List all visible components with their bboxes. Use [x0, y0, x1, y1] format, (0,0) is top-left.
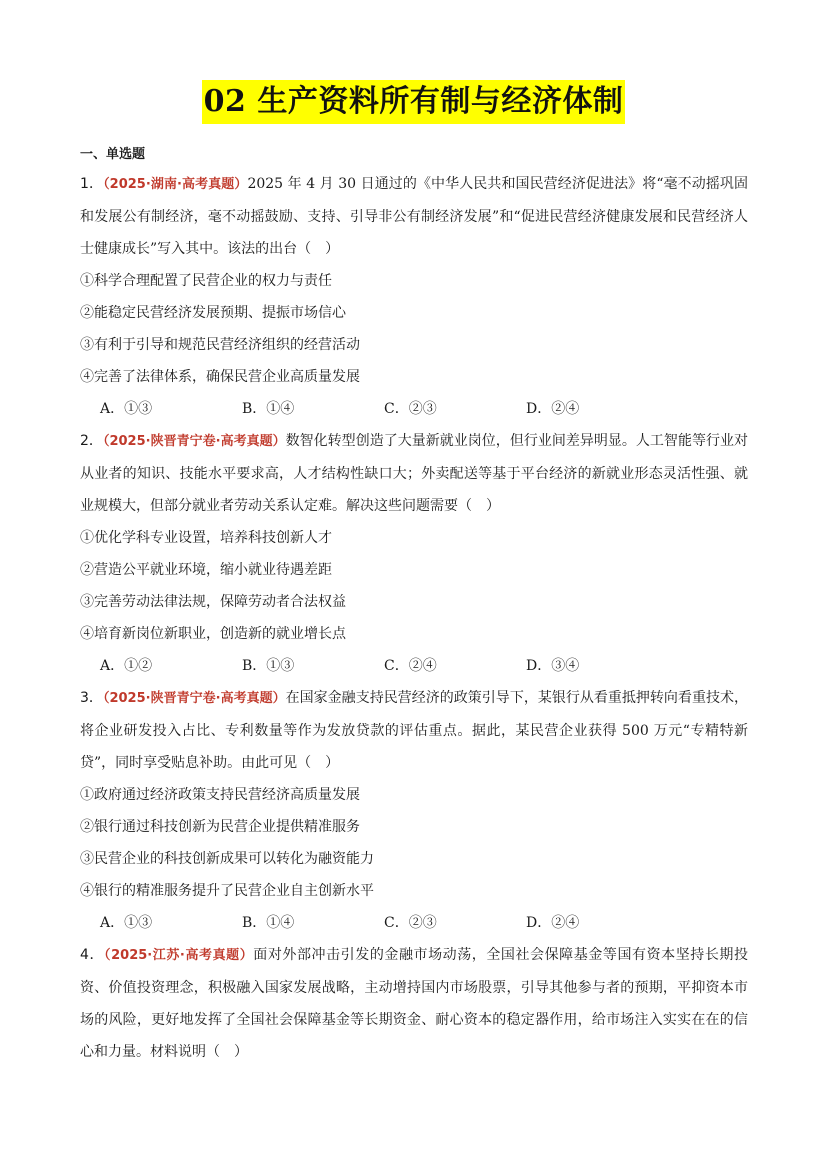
statement: ②能稳定民营经济发展预期、提振市场信心	[80, 305, 346, 321]
answer-choice-b: B．①③	[242, 658, 295, 674]
answer-choice-a: A．①②	[100, 658, 153, 674]
statement: ③民营企业的科技创新成果可以转化为融资能力	[80, 851, 374, 867]
statement: ④银行的精准服务提升了民营企业自主创新水平	[80, 883, 374, 899]
answer-choice-c: C．②④	[384, 658, 437, 674]
question-stem	[80, 939, 748, 1068]
statement: ②银行通过科技创新为民营企业提供精准服务	[80, 819, 360, 835]
answer-choice-d: D．③④	[526, 658, 580, 674]
answer-choices	[80, 393, 748, 425]
statement: ③有利于引导和规范民营经济组织的经营活动	[80, 337, 360, 353]
page-title: 02 生产资料所有制与经济体制	[202, 80, 626, 124]
statement: ②营造公平就业环境，缩小就业待遇差距	[80, 562, 332, 578]
title-wrap	[0, 80, 827, 124]
question-text: 面对外部冲击引发的金融市场动荡，全国社会保障基金等国有资本坚持长期投资、价值投资理念，积极融入国家发展战略，主动增持国内市场股票，引导其他参与者的预期，平抑资本市场的风险，更好地发挥了全国社会保障基金等长期资金、耐心资本的稳定器作用，给市场注入实实在在的信心和力量。材料说明（ ）	[80, 947, 748, 1060]
answer-choice-a: A．①③	[100, 915, 153, 931]
question-number: 2．	[80, 433, 103, 449]
question-number: 3．	[80, 690, 103, 706]
section-heading: 一、单选题	[80, 147, 146, 162]
statement: ①优化学科专业设置，培养科技创新人才	[80, 530, 332, 546]
answer-choice-d: D．②④	[526, 915, 580, 931]
answer-choice-d: D．②④	[526, 401, 580, 417]
question-source: （2025·陕晋青宁卷·高考真题）	[102, 691, 286, 706]
statement: ①科学合理配置了民营企业的权力与责任	[80, 273, 332, 289]
question-source: （2025·江苏·高考真题）	[104, 948, 254, 963]
answer-choice-a: A．①③	[100, 401, 153, 417]
content	[80, 146, 748, 1068]
answer-choices	[80, 907, 748, 939]
answer-choice-b: B．①④	[242, 915, 295, 931]
question-number: 1．	[80, 176, 104, 192]
question-1	[80, 168, 748, 425]
answer-choices	[80, 650, 748, 682]
question-source: （2025·陕晋青宁卷·高考真题）	[102, 434, 286, 449]
question-source: （2025·湖南·高考真题）	[103, 177, 248, 192]
statement: ④培育新岗位新职业，创造新的就业增长点	[80, 626, 346, 642]
answer-choice-b: B．①④	[242, 401, 295, 417]
question-text: 数智化转型创造了大量新就业岗位，但行业间差异明显。人工智能等行业对从业者的知识、技能水平要求高，人才结构性缺口大；外卖配送等基于平台经济的新就业形态灵活性强、就业规模大，但部分就业者劳动关系认定难。解决这些问题需要（ ）	[80, 433, 748, 514]
question-stem	[80, 168, 748, 265]
question-stem	[80, 682, 748, 779]
question-4	[80, 939, 748, 1068]
question-2	[80, 425, 748, 682]
question-3	[80, 682, 748, 939]
answer-choice-c: C．②③	[384, 915, 437, 931]
question-number: 4．	[80, 947, 105, 963]
statement: ③完善劳动法律法规，保障劳动者合法权益	[80, 594, 346, 610]
question-text: 2025 年 4 月 30 日通过的《中华人民共和国民营经济促进法》将“毫不动摇巩固和发展公有制经济，毫不动摇鼓励、支持、引导非公有制经济发展”和“促进民营经济健康发展和民营经济人士健康成长”写入其中。该法的出台（ ）	[80, 176, 748, 257]
statement: ①政府通过经济政策支持民营经济高质量发展	[80, 787, 360, 803]
question-stem	[80, 425, 748, 522]
statement: ④完善了法律体系，确保民营企业高质量发展	[80, 369, 360, 385]
answer-choice-c: C．②③	[384, 401, 437, 417]
question-text: 在国家金融支持民营经济的政策引导下，某银行从看重抵押转向看重技术，将企业研发投入占比、专利数量等作为发放贷款的评估重点。据此，某民营企业获得 500 万元“专精特新贷”，同时享受贴息补助。由此可见（ ）	[80, 690, 748, 771]
